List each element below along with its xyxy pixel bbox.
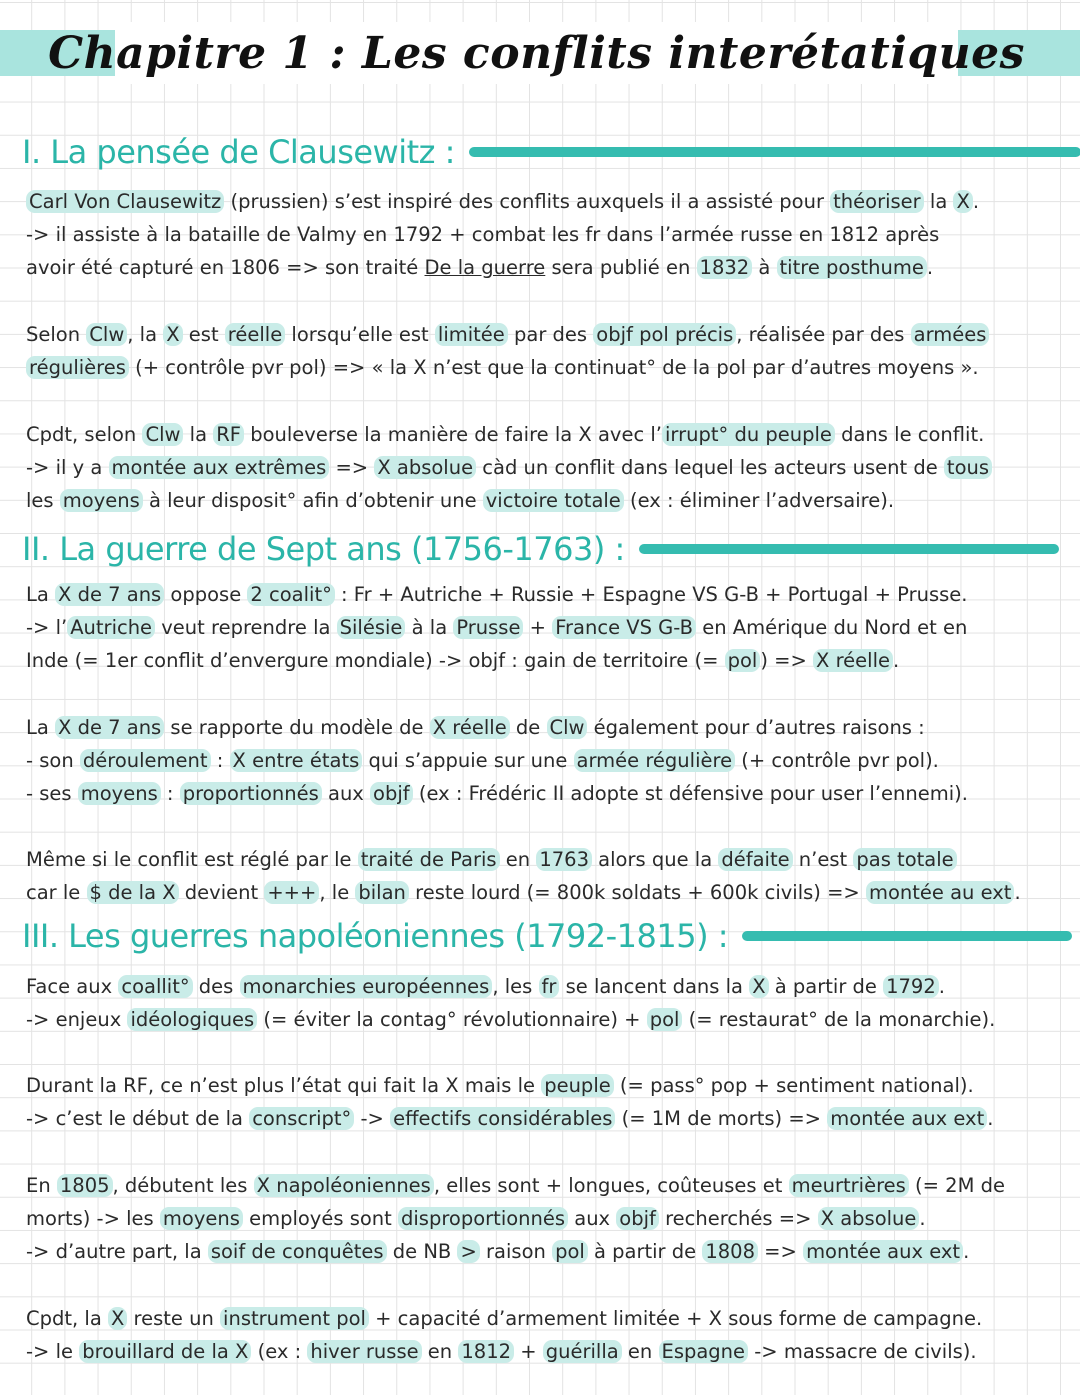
paragraph [26, 418, 1056, 518]
highlighted-term: limitée [435, 323, 508, 346]
text-segment: lorsqu’elle est [285, 323, 435, 346]
text-segment: en Amérique du Nord et en [696, 616, 968, 640]
highlighted-term: 1832 [697, 256, 753, 279]
text-line [26, 711, 1056, 744]
text-segment: la [923, 190, 954, 213]
text-line [26, 1069, 1056, 1102]
section-rule [742, 931, 1072, 941]
highlighted-term: X [108, 1307, 127, 1330]
text-segment: aux [321, 782, 371, 806]
section-rule [639, 544, 1059, 554]
text-segment: Même si le conflit est réglé par le [26, 848, 358, 871]
highlighted-term: Carl Von Clausewitz [26, 190, 224, 213]
text-segment: en [499, 848, 537, 871]
highlighted-term: +++ [264, 881, 319, 904]
text-segment: (= pass° pop + sentiment national). [613, 1074, 974, 1097]
text-line [26, 578, 1056, 611]
highlighted-term: réelle [225, 323, 285, 346]
text-segment: Face aux [26, 975, 119, 998]
highlighted-term: meurtrières [789, 1174, 909, 1197]
highlighted-term: X absolue [818, 1207, 920, 1230]
section-rule [469, 147, 1080, 157]
text-segment: , le [319, 881, 356, 905]
text-segment: -> enjeux [26, 1008, 128, 1032]
text-segment: , débutent les [112, 1174, 254, 1197]
text-segment: se rapporte du modèle de [164, 716, 430, 739]
highlighted-term: régulières [26, 356, 129, 379]
text-segment: , elles sont + longues, coûteuses et [433, 1174, 789, 1197]
text-line [26, 418, 1056, 451]
highlighted-term: objf [370, 782, 413, 805]
title-box [48, 22, 1025, 84]
highlighted-term: pas totale [853, 848, 956, 871]
text-segment: employés sont [242, 1207, 398, 1231]
highlighted-term: Clw [142, 423, 183, 446]
highlighted-term: X réelle [430, 716, 510, 739]
text-segment: ) => [760, 649, 814, 673]
text-segment: oppose [164, 583, 248, 606]
text-segment: avoir été capturé en 1806 => son traité [26, 256, 425, 280]
highlighted-term: armées [911, 323, 990, 346]
text-segment: : Fr + Autriche + Russie + Espagne VS G-B + Portugal + Prusse. [334, 583, 968, 606]
text-segment: (= 1M de morts) => [615, 1107, 828, 1131]
text-segment: -> l’ [26, 616, 68, 640]
text-segment: càd un conflit dans lequel les acteurs usent de [476, 456, 944, 480]
text-segment: à [752, 256, 777, 280]
paragraph [26, 578, 1056, 678]
section-heading-1 [22, 133, 1080, 171]
highlighted-term: montée aux extrêmes [109, 456, 330, 479]
text-line [26, 351, 1056, 384]
highlighted-term: X de 7 ans [55, 583, 164, 606]
text-segment: des [192, 975, 240, 998]
highlighted-term: monarchies européennes [240, 975, 493, 998]
paragraph [26, 185, 1056, 285]
text-segment: Cpdt, la [26, 1307, 108, 1330]
text-line [26, 1335, 1056, 1368]
text-segment: -> c’est le début de la [26, 1107, 250, 1131]
highlighted-term: France VS G-B [552, 616, 696, 639]
text-segment: => [329, 456, 375, 480]
text-segment: => [757, 1240, 804, 1264]
text-segment: . [972, 190, 980, 213]
text-segment: . [963, 1240, 970, 1264]
text-segment: en [621, 1340, 659, 1364]
text-segment: alors que la [591, 848, 719, 871]
paragraph [26, 1069, 1056, 1135]
text-segment: sera publié en [545, 256, 697, 280]
text-segment: (prussien) s’est inspiré des conflits auxquels il a assisté pour [224, 190, 831, 213]
text-segment: reste un [127, 1307, 221, 1330]
highlighted-term: défaite [718, 848, 792, 871]
highlighted-term: Clw [86, 323, 127, 346]
text-segment: est [182, 323, 225, 346]
text-line [26, 484, 1056, 517]
text-segment: car le [26, 881, 87, 905]
highlighted-term: bilan [355, 881, 409, 904]
highlighted-term: pol [725, 649, 761, 672]
highlighted-term: Autriche [67, 616, 155, 639]
text-segment: également pour d’autres raisons : [587, 716, 925, 739]
text-segment: Inde (= 1er conflit d’envergure mondiale) -> objf : gain de territoire (= [26, 649, 725, 673]
text-segment: dans le conflit. [834, 423, 985, 446]
text-segment: par des [507, 323, 594, 346]
text-line [26, 644, 1056, 677]
text-line [26, 970, 1056, 1003]
highlighted-term: fr [539, 975, 560, 998]
text-line [26, 218, 1056, 251]
highlighted-term: idéologiques [127, 1008, 257, 1031]
text-line [26, 185, 1056, 218]
paragraph [26, 318, 1056, 384]
text-segment: -> il y a [26, 456, 109, 480]
highlighted-term: 1792 [883, 975, 939, 998]
text-segment: recherchés => [658, 1207, 818, 1231]
text-segment: En [26, 1174, 57, 1197]
text-line [26, 1202, 1056, 1235]
text-segment: -> le [26, 1340, 80, 1364]
text-segment: veut reprendre la [155, 616, 337, 640]
text-segment: (+ contrôle pvr pol) => « la X n’est que la continuat° de la pol par d’autres moyens ». [128, 356, 979, 380]
highlighted-term: 1763 [536, 848, 592, 871]
text-segment: La [26, 716, 56, 739]
highlighted-term: 1808 [702, 1240, 758, 1263]
highlighted-term: X entre états [230, 749, 363, 772]
text-segment: La [26, 583, 56, 606]
section-heading-3 [22, 917, 1072, 955]
text-segment: : [210, 749, 230, 773]
text-segment: (ex : [251, 1340, 308, 1364]
text-line [26, 843, 1056, 876]
highlighted-term: Espagne [659, 1340, 749, 1363]
text-segment: (= restaurat° de la monarchie). [682, 1008, 996, 1032]
highlighted-term: guérilla [543, 1340, 622, 1363]
highlighted-term: brouillard de la X [79, 1340, 251, 1363]
highlighted-term: X [953, 190, 972, 213]
text-line [26, 744, 1056, 777]
text-line [26, 777, 1056, 810]
text-line [26, 1102, 1056, 1135]
section-heading-2 [22, 530, 1059, 568]
text-line [26, 1003, 1056, 1036]
highlighted-term: X réelle [813, 649, 893, 672]
paragraph [26, 1169, 1056, 1269]
text-segment: . [938, 975, 945, 998]
highlighted-term: 1805 [57, 1174, 113, 1197]
text-segment: qui s’appuie sur une [362, 749, 574, 773]
page-title: Chapitre 1 : Les conflits interétatiques [48, 27, 1025, 79]
highlighted-term: pol [647, 1008, 683, 1031]
highlighted-term: armée régulière [574, 749, 736, 772]
paragraph [26, 711, 1056, 811]
text-segment: se lancent dans la [559, 975, 750, 998]
text-segment: n’est [792, 848, 854, 871]
text-segment: , la [127, 323, 164, 346]
text-segment: aux [568, 1207, 617, 1231]
text-segment: . [893, 649, 900, 673]
text-segment: les [26, 489, 60, 513]
text-segment: à la [405, 616, 454, 640]
highlighted-term: 1812 [458, 1340, 514, 1363]
text-line [26, 876, 1056, 909]
text-segment: (= 2M de [908, 1174, 1005, 1197]
highlighted-term: hiver russe [307, 1340, 421, 1363]
highlighted-term: conscript° [249, 1107, 354, 1130]
highlighted-term: moyens [78, 782, 161, 805]
highlighted-term: instrument pol [220, 1307, 369, 1330]
underlined-title: De la guerre [424, 256, 546, 280]
highlighted-term: disproportionnés [398, 1207, 568, 1230]
paragraph [26, 970, 1056, 1036]
text-segment: (= éviter la contag° révolutionnaire) + [257, 1008, 647, 1032]
highlighted-term: X napoléoniennes [254, 1174, 434, 1197]
highlighted-term: X de 7 ans [55, 716, 164, 739]
highlighted-term: X [163, 323, 182, 346]
text-segment: , réalisée par des [736, 323, 911, 346]
text-segment: de NB [386, 1240, 458, 1264]
section-title: I. La pensée de Clausewitz : [22, 133, 455, 171]
highlighted-term: Clw [547, 716, 588, 739]
highlighted-term: $ de la X [87, 881, 179, 904]
text-segment: bouleverse la manière de faire la X avec l’ [244, 423, 662, 446]
highlighted-term: moyens [60, 489, 143, 512]
text-segment: Durant la RF, ce n’est plus l’état qui fait la X mais le [26, 1074, 542, 1097]
highlighted-term: 2 coalit° [247, 583, 334, 606]
highlighted-term: traité de Paris [358, 848, 500, 871]
text-segment: , les [492, 975, 539, 998]
paragraph [26, 843, 1056, 909]
text-segment: -> il assiste à la bataille de Valmy en 1792 + combat les fr dans l’armée russe en 1812 après [26, 223, 940, 247]
text-segment: en [421, 1340, 459, 1364]
highlighted-term: déroulement [80, 749, 211, 772]
paragraph [26, 1302, 1056, 1368]
text-segment: + capacité d’armement limitée + X sous forme de campagne. [368, 1307, 983, 1330]
highlighted-term: montée aux ext [827, 1107, 987, 1130]
text-segment: - son [26, 749, 80, 773]
highlighted-term: Silésie [337, 616, 406, 639]
text-segment: . [926, 256, 934, 280]
highlighted-term: théoriser [830, 190, 924, 213]
text-segment: morts) -> les [26, 1207, 160, 1231]
text-segment: raison [479, 1240, 553, 1264]
text-segment: à partir de [587, 1240, 703, 1264]
highlighted-term: montée au ext [866, 881, 1014, 904]
text-segment: reste lourd (= 800k soldats + 600k civils) => [408, 881, 866, 905]
highlighted-term: objf [616, 1207, 659, 1230]
highlighted-term: objf pol précis [593, 323, 736, 346]
text-line [26, 611, 1056, 644]
highlighted-term: titre posthume [777, 256, 927, 279]
highlighted-term: peuple [541, 1074, 614, 1097]
highlighted-term: proportionnés [180, 782, 322, 805]
text-segment: la [183, 423, 214, 446]
text-line [26, 251, 1056, 284]
text-line [26, 451, 1056, 484]
text-segment: -> [354, 1107, 391, 1131]
text-segment: : [160, 782, 180, 806]
highlighted-term: moyens [160, 1207, 243, 1230]
highlighted-term: coallit° [118, 975, 192, 998]
text-line [26, 318, 1056, 351]
highlighted-term: victoire totale [483, 489, 624, 512]
highlighted-term: > [457, 1240, 479, 1263]
text-segment: -> massacre de civils). [748, 1340, 977, 1364]
highlighted-term: X [749, 975, 768, 998]
highlighted-term: tous [944, 456, 992, 479]
text-segment: (ex : Frédéric II adopte st défensive pour user l’ennemi). [412, 782, 968, 806]
text-segment: Selon [26, 323, 87, 346]
highlighted-term: effectifs considérables [390, 1107, 615, 1130]
text-segment: (ex : éliminer l’adversaire). [623, 489, 895, 513]
section-title: III. Les guerres napoléoniennes (1792-1815) : [22, 917, 729, 955]
text-segment: à leur disposit° afin d’obtenir une [142, 489, 483, 513]
text-segment: devient [178, 881, 265, 905]
text-segment: . [919, 1207, 926, 1231]
text-segment: (+ contrôle pvr pol). [735, 749, 939, 773]
highlighted-term: soif de conquêtes [208, 1240, 387, 1263]
highlighted-term: RF [213, 423, 244, 446]
text-segment: à partir de [768, 975, 884, 998]
text-line [26, 1169, 1056, 1202]
text-segment: + [514, 1340, 543, 1364]
text-segment: . [987, 1107, 994, 1131]
text-segment: de [509, 716, 547, 739]
text-segment: - ses [26, 782, 78, 806]
text-line [26, 1235, 1056, 1268]
section-title: II. La guerre de Sept ans (1756-1763) : [22, 530, 625, 568]
highlighted-term: X absolue [374, 456, 476, 479]
text-segment: . [1014, 881, 1021, 905]
text-line [26, 1302, 1056, 1335]
highlighted-term: pol [552, 1240, 588, 1263]
text-segment: Cpdt, selon [26, 423, 143, 446]
highlighted-term: montée aux ext [803, 1240, 963, 1263]
highlighted-term: Prusse [453, 616, 523, 639]
text-segment: + [523, 616, 553, 640]
highlighted-term: irrupt° du peuple [662, 423, 835, 446]
text-segment: -> d’autre part, la [26, 1240, 208, 1264]
